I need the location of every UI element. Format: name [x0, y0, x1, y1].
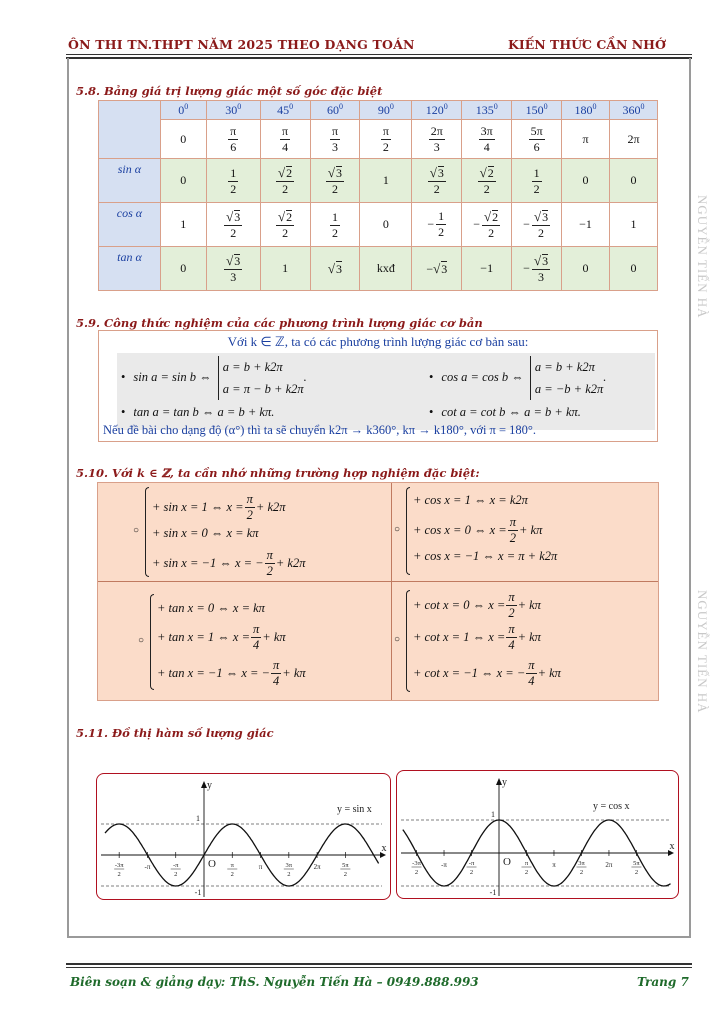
- tick-label-num: 3π: [578, 860, 585, 867]
- y-value-minus1-label: -1: [489, 888, 497, 897]
- tan-special-cases: [98, 582, 391, 702]
- value-cell: 1: [160, 203, 206, 247]
- case-line: + tan x = −1 ⇔ x = − $\frac{\pi}{4}$ + kπ: [157, 658, 306, 689]
- tick-label: π: [552, 861, 556, 869]
- func-label: tan α: [99, 247, 161, 291]
- y-value-1-label: 1: [196, 814, 200, 823]
- radian-cell: $\frac{5\pi}{6}$: [512, 120, 562, 159]
- tick-label: -π: [144, 863, 151, 871]
- tick-label-den: 2: [414, 869, 419, 876]
- footer-page-number: Trang 7: [637, 975, 689, 989]
- sine-graph-plot: [97, 774, 391, 900]
- cos-equation: • cos a = cos b ⇔ a = b + k2π a = −b + k2π.: [429, 356, 606, 400]
- watermark-top: NGUYỄN TIẾN HÀ: [695, 195, 710, 319]
- section-5-8-title: 5.8. Bảng giá trị lượng giác một số góc đặc biệt: [76, 84, 383, 98]
- tick-label-den: 2: [174, 871, 178, 878]
- value-cell: 0: [562, 159, 610, 203]
- case-line: + sin x = −1 ⇔ x = − $\frac{\pi}{2}$ + k2π: [152, 548, 306, 579]
- tick-label-num: -π: [172, 862, 179, 869]
- x-axis-label: x: [669, 841, 675, 852]
- radian-cell: $\frac{\pi}{2}$: [360, 120, 412, 159]
- degree-cell: $135^0$: [462, 101, 512, 120]
- bullet-circle: ○: [394, 634, 401, 645]
- value-cell: − $\frac{√3}{3}$: [512, 247, 562, 291]
- case-line: + cos x = 0 ⇔ x = $\frac{\pi}{2}$ + kπ: [413, 515, 543, 546]
- value-cell: $\frac{√3}{2}$: [206, 203, 260, 247]
- brace: [406, 590, 410, 692]
- radian-row: [99, 120, 658, 159]
- sin-special-cases: [98, 483, 391, 581]
- tick-label: 2π: [605, 861, 613, 869]
- y-axis-label: y: [502, 777, 507, 788]
- tick-label: -π: [441, 861, 447, 869]
- value-cell: 1: [360, 159, 412, 203]
- value-cell: √3: [310, 247, 360, 291]
- brace: [150, 594, 154, 690]
- value-cell: 0: [360, 203, 412, 247]
- tick-label-den: 2: [230, 871, 234, 878]
- case-line: + cot x = −1 ⇔ x = − $\frac{\pi}{4}$ + kπ: [413, 658, 561, 689]
- section-5-9-title: 5.9. Công thức nghiệm của các phương trình lượng giác cơ bản: [76, 316, 483, 330]
- value-cell: −1: [462, 247, 512, 291]
- case-line: + cos x = −1 ⇔ x = π + k2π: [413, 549, 558, 563]
- radian-cell: 0: [160, 120, 206, 159]
- cot-equation: • cot a = cot b ⇔ a = b + kπ.: [429, 405, 581, 419]
- value-cell: $\frac{1}{2}$: [512, 159, 562, 203]
- header-section: KIẾN THỨC CẦN NHỚ: [508, 37, 666, 52]
- degree-cell: $60^0$: [310, 101, 360, 120]
- radian-cell: $\frac{\pi}{3}$: [310, 120, 360, 159]
- tick-label-den: 2: [343, 871, 347, 878]
- value-cell: 0: [610, 247, 658, 291]
- value-cell: − $\frac{1}{2}$: [412, 203, 462, 247]
- radian-cell: $\frac{3\pi}{4}$: [462, 120, 512, 159]
- func-label: sin α: [99, 159, 161, 203]
- origin-label: O: [503, 856, 511, 868]
- value-cell: $\frac{√3}{2}$: [412, 159, 462, 203]
- radian-cell: 2π: [610, 120, 658, 159]
- value-cell: $\frac{√2}{2}$: [462, 159, 512, 203]
- degree-cell: $180^0$: [562, 101, 610, 120]
- watermark-bottom: NGUYỄN TIẾN HÀ: [695, 590, 710, 714]
- footer-divider: [66, 967, 692, 968]
- func-row: [99, 247, 658, 291]
- degree-cell: $45^0$: [260, 101, 310, 120]
- tick-label-num: 5π: [342, 862, 349, 869]
- section-5-11-title: 5.11. Đồ thị hàm số lượng giác: [76, 726, 274, 740]
- tick-label: 2π: [313, 863, 321, 871]
- bullet-circle: ○: [133, 525, 140, 536]
- func-label: cos α: [99, 203, 161, 247]
- x-axis-label: x: [381, 843, 387, 854]
- value-cell: $\frac{√2}{2}$: [260, 203, 310, 247]
- degree-row: [99, 101, 658, 120]
- value-cell: 1: [610, 203, 658, 247]
- brace: [406, 487, 410, 575]
- header-divider: [66, 54, 692, 55]
- degree-cell: $0^0$: [160, 101, 206, 120]
- value-cell: $\frac{√3}{2}$: [310, 159, 360, 203]
- value-cell: $\frac{√2}{2}$: [260, 159, 310, 203]
- sine-graph: [96, 773, 391, 900]
- cot-special-cases: [392, 582, 660, 702]
- case-line: + tan x = 0 ⇔ x = kπ: [157, 601, 265, 615]
- cos-special-cases: [392, 483, 660, 581]
- tick-label-den: 2: [117, 871, 121, 878]
- tick-label-num: -3π: [412, 860, 421, 867]
- func-row: [99, 203, 658, 247]
- y-value-minus1-label: -1: [194, 888, 202, 897]
- radian-cell: $\frac{\pi}{6}$: [206, 120, 260, 159]
- tick-label-num: π: [524, 860, 529, 867]
- basic-equations-box: [98, 330, 658, 442]
- cosine-graph: [396, 770, 679, 899]
- radian-cell: $\frac{\pi}{4}$: [260, 120, 310, 159]
- tick-label: π: [258, 863, 263, 871]
- brace: [145, 487, 149, 577]
- radian-cell: π: [562, 120, 610, 159]
- value-cell: 1: [260, 247, 310, 291]
- degree-cell: $360^0$: [610, 101, 658, 120]
- tick-label-den: 2: [579, 869, 584, 876]
- bullet-circle: ○: [394, 524, 401, 535]
- degree-cell: $120^0$: [412, 101, 462, 120]
- tick-label-num: π: [230, 862, 234, 869]
- value-cell: − $\frac{√2}{2}$: [462, 203, 512, 247]
- trig-values-table: [98, 100, 658, 291]
- tick-label-num: 5π: [633, 860, 640, 867]
- bullet-circle: ○: [138, 635, 145, 646]
- function-label: y = cos x: [593, 801, 630, 812]
- origin-label: O: [208, 858, 216, 870]
- y-axis-label: y: [207, 780, 212, 791]
- value-cell: 0: [160, 247, 206, 291]
- case-line: + cot x = 0 ⇔ x = $\frac{\pi}{2}$ + kπ: [413, 590, 541, 621]
- case-line: + sin x = 1 ⇔ x = $\frac{\pi}{2}$ + k2π: [152, 492, 286, 523]
- tick-label-den: 2: [634, 869, 639, 876]
- radian-cell: $\frac{2\pi}{3}$: [412, 120, 462, 159]
- value-cell: 0: [160, 159, 206, 203]
- tick-label-den: 2: [524, 869, 529, 876]
- value-cell: −√3: [412, 247, 462, 291]
- equations-intro: Với k ∈ ℤ, ta có các phương trình lượng giác cơ bản sau:: [227, 334, 529, 349]
- value-cell: $\frac{1}{2}$: [310, 203, 360, 247]
- case-line: + sin x = 0 ⇔ x = kπ: [152, 526, 259, 540]
- tick-label-num: -π: [468, 860, 475, 867]
- value-cell: − $\frac{√3}{2}$: [512, 203, 562, 247]
- tick-label-num: -3π: [114, 862, 124, 869]
- footer-author: Biên soạn & giảng dạy: ThS. Nguyễn Tiến Hà – 0949.888.993: [70, 975, 479, 989]
- footer-divider-thick: [66, 963, 692, 965]
- value-cell: −1: [562, 203, 610, 247]
- tick-label-den: 2: [287, 871, 291, 878]
- y-value-1-label: 1: [491, 810, 495, 819]
- tick-label-den: 2: [469, 869, 474, 876]
- tan-equation: • tan a = tan b ⇔ a = b + kπ.: [121, 405, 275, 419]
- func-row: [99, 159, 658, 203]
- value-cell: 0: [562, 247, 610, 291]
- value-cell: $\frac{√3}{3}$: [206, 247, 260, 291]
- value-cell: 0: [610, 159, 658, 203]
- degree-note: Nếu đề bài cho dạng độ (α°) thì ta sẽ chuyển k2π → k360°, kπ → k180°, với π = 180°.: [103, 423, 537, 437]
- tick-label-num: 3π: [285, 862, 293, 869]
- degree-cell: $90^0$: [360, 101, 412, 120]
- cosine-graph-plot: [397, 771, 679, 899]
- case-line: + cos x = 1 ⇔ x = k2π: [413, 493, 528, 507]
- section-5-10-title: 5.10. Với k ∈ ℤ, ta cần nhớ những trường hợp nghiệm đặc biệt:: [76, 466, 480, 480]
- degree-cell: $30^0$: [206, 101, 260, 120]
- case-line: + cot x = 1 ⇔ x = $\frac{\pi}{4}$ + kπ: [413, 622, 541, 653]
- value-cell: $\frac{1}{2}$: [206, 159, 260, 203]
- value-cell: kxđ: [360, 247, 412, 291]
- case-line: + tan x = 1 ⇔ x = $\frac{\pi}{4}$ + kπ: [157, 622, 286, 653]
- degree-cell: $150^0$: [512, 101, 562, 120]
- special-cases-grid: [97, 482, 659, 701]
- table-corner: [99, 101, 161, 159]
- header-title: ÔN THI TN.THPT NĂM 2025 THEO DẠNG TOÁN: [68, 37, 415, 52]
- sin-equation: • sin a = sin b ⇔ a = b + k2π a = π − b + k2π.: [121, 356, 307, 400]
- function-label: y = sin x: [337, 804, 372, 815]
